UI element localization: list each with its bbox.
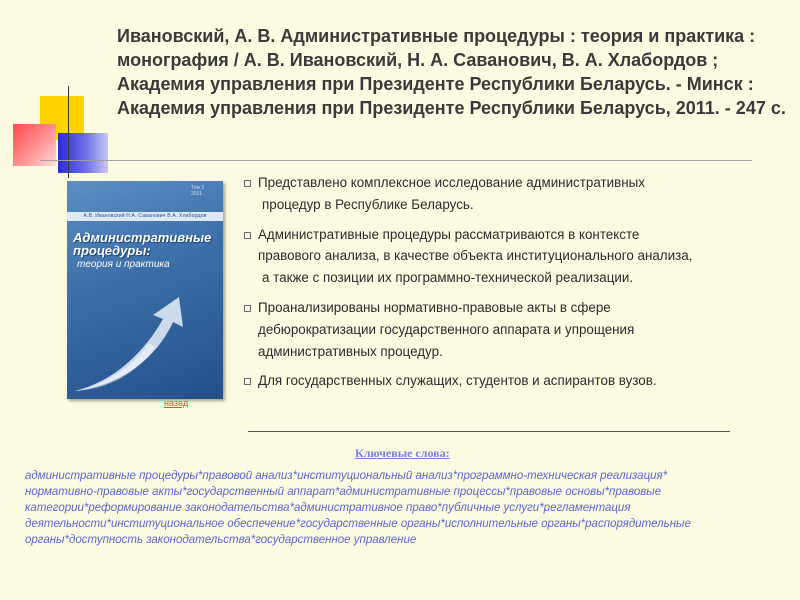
back-link[interactable]: назад	[164, 398, 189, 408]
decor-vertical-line	[68, 86, 69, 178]
bullet-item	[244, 370, 784, 392]
bullet-line: Административные процедуры рассматриваются в контексте	[258, 226, 640, 242]
keywords-heading: Ключевые слова:	[355, 446, 450, 460]
bullet-line: а также с позиции их программно-технической реализации.	[262, 270, 634, 286]
keywords-line: нормативно-правовые акты*государственный аппарат*административные процессы*правовые основы*правовые	[25, 486, 662, 498]
book-cover-title: Административные процедуры:	[73, 230, 212, 258]
book-cover	[67, 181, 223, 399]
arrow-graphic-icon	[75, 281, 215, 391]
keywords-line: деятельности*институциональное обеспечение*государственные органы*исполнительные органы*распорядительные	[25, 518, 691, 530]
decor-blue-square	[58, 133, 108, 173]
decor-horizontal-line	[40, 160, 752, 161]
bullet-line: правового анализа, в качестве объекта институционального анализа,	[258, 248, 693, 264]
bullet-square-icon	[244, 378, 251, 385]
description-list	[244, 172, 784, 392]
bullet-square-icon	[244, 180, 251, 187]
bullet-item	[244, 297, 784, 362]
bullet-line: процедур в Республике Беларусь.	[262, 196, 474, 212]
bullet-line: Представлено комплексное исследование административных	[258, 175, 645, 190]
bullet-item	[244, 172, 784, 216]
page-title: Ивановский, А. В. Административные процедуры : теория и практика : монография / А. В. Ивановский, Н. А. Саванович, В. А. Хлабордов ; Академия управления при Президенте Республики Беларусь. - Минск : Академия управления при Президенте Республики Беларусь, 2011. - 247 с.	[117, 26, 786, 118]
bullet-item	[244, 224, 784, 289]
book-authors-strip: А.В. Ивановский Н.А. Саванович В.А. Хлабордов	[67, 212, 223, 221]
bullet-square-icon	[244, 232, 251, 239]
keywords-line: органы*доступность законодательства*государственное управление	[25, 534, 417, 546]
bullet-line: административных процедур.	[258, 343, 443, 359]
section-divider	[248, 431, 730, 432]
book-series-label: Том 3 2011	[191, 185, 205, 197]
book-cover-subtitle: теория и практика	[77, 259, 170, 270]
bullet-line: Проанализированы нормативно-правовые акты в сфере	[258, 299, 611, 315]
bullet-line: Для государственных служащих, студентов и аспирантов вузов.	[258, 373, 657, 389]
keywords-text	[25, 468, 765, 548]
bullet-square-icon	[244, 305, 251, 312]
keywords-line: административные процедуры*правовой анализ*институциональный анализ*программно-техническая реализация*	[25, 470, 668, 482]
keywords-line: категории*реформирование законодательства*административное право*публичные услуги*регламентация	[25, 502, 631, 514]
bullet-line: дебюрократизации государственного аппарата и упрощения	[258, 321, 635, 337]
